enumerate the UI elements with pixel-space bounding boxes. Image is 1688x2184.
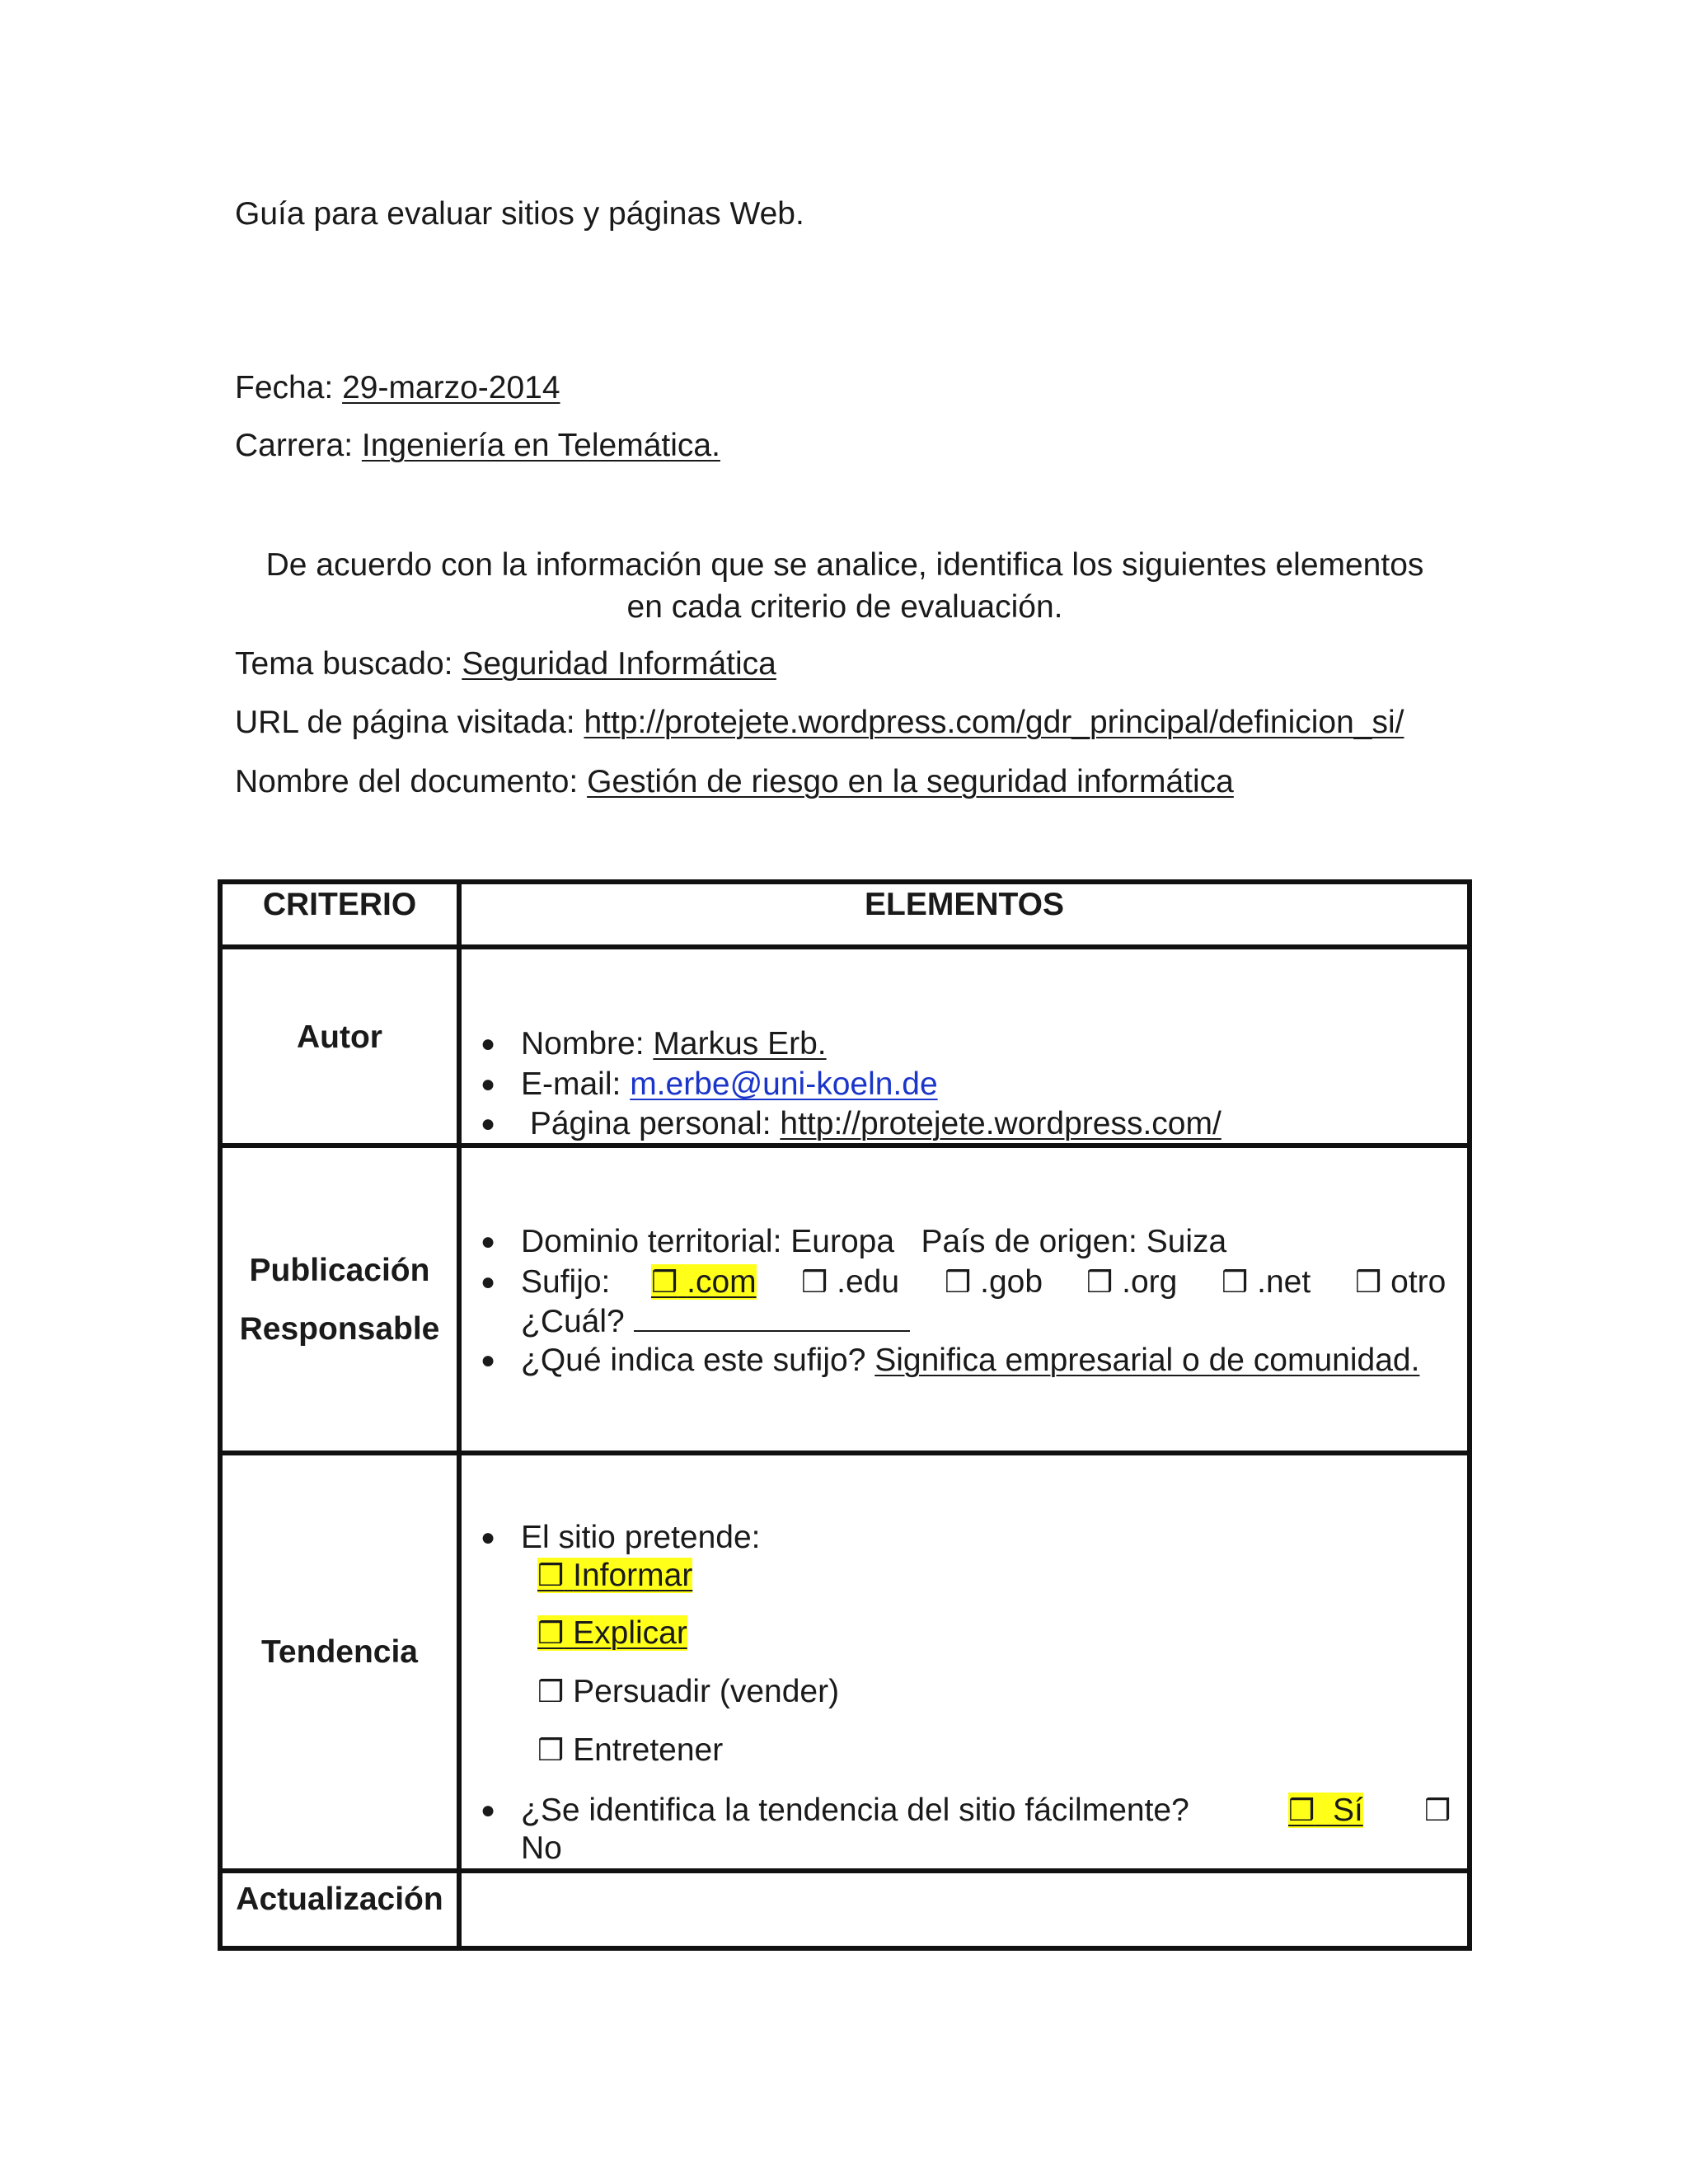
checkbox-icon: ❒ [537, 1675, 565, 1708]
criterio-publicacion-line-1: Publicación [249, 1253, 430, 1288]
tendencia-option-no-label: No [521, 1830, 562, 1866]
tendencia-pretende: El sitio pretende: [521, 1520, 761, 1555]
bullet-icon: ● [481, 1268, 496, 1296]
sufijo-cual-input[interactable] [634, 1301, 910, 1332]
carrera-label: Carrera: [235, 428, 362, 463]
criterio-publicacion-line-2: Responsable [239, 1311, 440, 1347]
publicacion-que-indica [521, 1341, 1419, 1380]
autor-nombre-value: Markus Erb. [653, 1026, 827, 1062]
autor-email-label: E-mail: [521, 1066, 631, 1102]
persuadir-label: Persuadir (vender) [573, 1674, 840, 1709]
autor-pagina-label: Página personal: [521, 1106, 781, 1141]
sufijo-option-gob[interactable] [945, 1263, 1043, 1302]
table-row-divider [218, 1451, 1472, 1455]
bullet-icon: ● [481, 1524, 496, 1551]
url-value[interactable]: http://protejete.wordpress.com/gdr_principal/definicion_si/ [584, 705, 1404, 740]
fecha-value: 29-marzo-2014 [342, 370, 560, 405]
autor-email [521, 1065, 938, 1104]
tendencia-option-si[interactable] [1288, 1791, 1363, 1830]
autor-email-link[interactable]: m.erbe@uni-koeln.de [630, 1066, 938, 1102]
sufijo-cual-label: ¿Cuál? [521, 1304, 634, 1339]
sufijo-gob-label: .gob [980, 1264, 1043, 1300]
checkbox-icon: ❒ [1355, 1265, 1382, 1299]
url-row [235, 703, 1404, 743]
nombre-documento-label: Nombre del documento: [235, 764, 588, 799]
criterio-autor: Autor [297, 1019, 382, 1055]
informar-label: Informar [573, 1558, 693, 1593]
header-criterio: CRITERIO [262, 887, 417, 922]
sufijo-net-label: .net [1257, 1264, 1311, 1300]
carrera-value: Ingeniería en Telemática. [361, 428, 720, 463]
tema-label: Tema buscado: [235, 646, 462, 682]
tema-row [235, 644, 776, 684]
sufijo-org-label: .org [1122, 1264, 1178, 1300]
table-row-divider [218, 944, 1472, 949]
page-title: Guía para evaluar sitios y páginas Web. [235, 196, 804, 232]
que-indica-label: ¿Qué indica este sufijo? [521, 1343, 875, 1378]
fecha-label: Fecha: [235, 370, 343, 405]
sufijo-com-label: .com [687, 1264, 757, 1300]
table-column-divider [457, 879, 462, 1951]
checkbox-icon: ❒ [1221, 1265, 1249, 1299]
autor-nombre-label: Nombre: [521, 1026, 654, 1062]
tendencia-option-persuadir[interactable] [537, 1672, 839, 1712]
publicacion-sufijo-label: Sufijo: [521, 1264, 611, 1300]
si-label: Sí [1332, 1793, 1363, 1828]
autor-pagina [521, 1104, 1221, 1144]
entretener-label: Entretener [573, 1732, 724, 1768]
checkbox-icon: ❒ [651, 1265, 678, 1299]
bullet-icon: ● [481, 1797, 496, 1824]
nombre-documento-row [235, 762, 1234, 802]
autor-nombre [521, 1024, 827, 1064]
criterio-actualizacion: Actualización [236, 1882, 443, 1917]
checkbox-icon: ❒ [1086, 1265, 1114, 1299]
sufijo-option-edu[interactable] [801, 1263, 899, 1302]
checkbox-icon: ❒ [1424, 1793, 1451, 1827]
checkbox-icon: ❒ [945, 1265, 972, 1299]
sufijo-option-net[interactable] [1221, 1263, 1311, 1302]
criterio-publicacion [223, 1241, 457, 1358]
fecha-row [235, 368, 560, 408]
url-label: URL de página visitada: [235, 705, 584, 740]
publicacion-dominio: Dominio territorial: Europa País de origen: Suiza [521, 1224, 1227, 1259]
criterio-tendencia: Tendencia [261, 1634, 418, 1670]
sufijo-otro-label: otro [1390, 1264, 1447, 1300]
instructions [235, 544, 1455, 628]
sufijo-option-org[interactable] [1086, 1263, 1177, 1302]
bullet-icon: ● [481, 1347, 496, 1374]
tendencia-option-explicar[interactable] [537, 1614, 687, 1653]
checkbox-icon: ❒ [801, 1265, 828, 1299]
que-indica-value: Significa empresarial o de comunidad. [874, 1343, 1420, 1378]
header-elementos: ELEMENTOS [865, 887, 1064, 922]
checkbox-icon: ❒ [537, 1733, 565, 1767]
checkbox-icon: ❒ [1288, 1793, 1315, 1827]
sufijo-option-com[interactable] [651, 1263, 757, 1302]
sufijo-cual [521, 1301, 910, 1342]
sufijo-edu-label: .edu [837, 1264, 900, 1300]
instructions-line-2: en cada criterio de evaluación. [626, 589, 1063, 625]
bullet-icon: ● [481, 1030, 496, 1057]
bullet-icon: ● [481, 1110, 496, 1137]
instructions-line-1: De acuerdo con la información que se analice, identifica los siguientes elementos [265, 547, 1424, 583]
bullet-icon: ● [481, 1071, 496, 1098]
checkbox-icon: ❒ [537, 1558, 565, 1592]
explicar-label: Explicar [573, 1615, 687, 1651]
tendencia-option-entretener[interactable] [537, 1731, 723, 1770]
actualizacion-cell[interactable] [462, 1873, 1467, 1946]
autor-pagina-link[interactable]: http://protejete.wordpress.com/ [780, 1106, 1221, 1141]
tema-value: Seguridad Informática [462, 646, 776, 682]
tendencia-pregunta: ¿Se identifica la tendencia del sitio fácilmente? [521, 1793, 1189, 1828]
nombre-documento-value: Gestión de riesgo en la seguridad informática [587, 764, 1234, 799]
bullet-icon: ● [481, 1228, 496, 1255]
tendencia-option-informar[interactable] [537, 1556, 692, 1596]
checkbox-icon: ❒ [537, 1616, 565, 1650]
sufijo-option-otro[interactable] [1355, 1263, 1446, 1302]
tendencia-option-no-checkbox[interactable] [1424, 1791, 1451, 1830]
carrera-row [235, 426, 720, 466]
